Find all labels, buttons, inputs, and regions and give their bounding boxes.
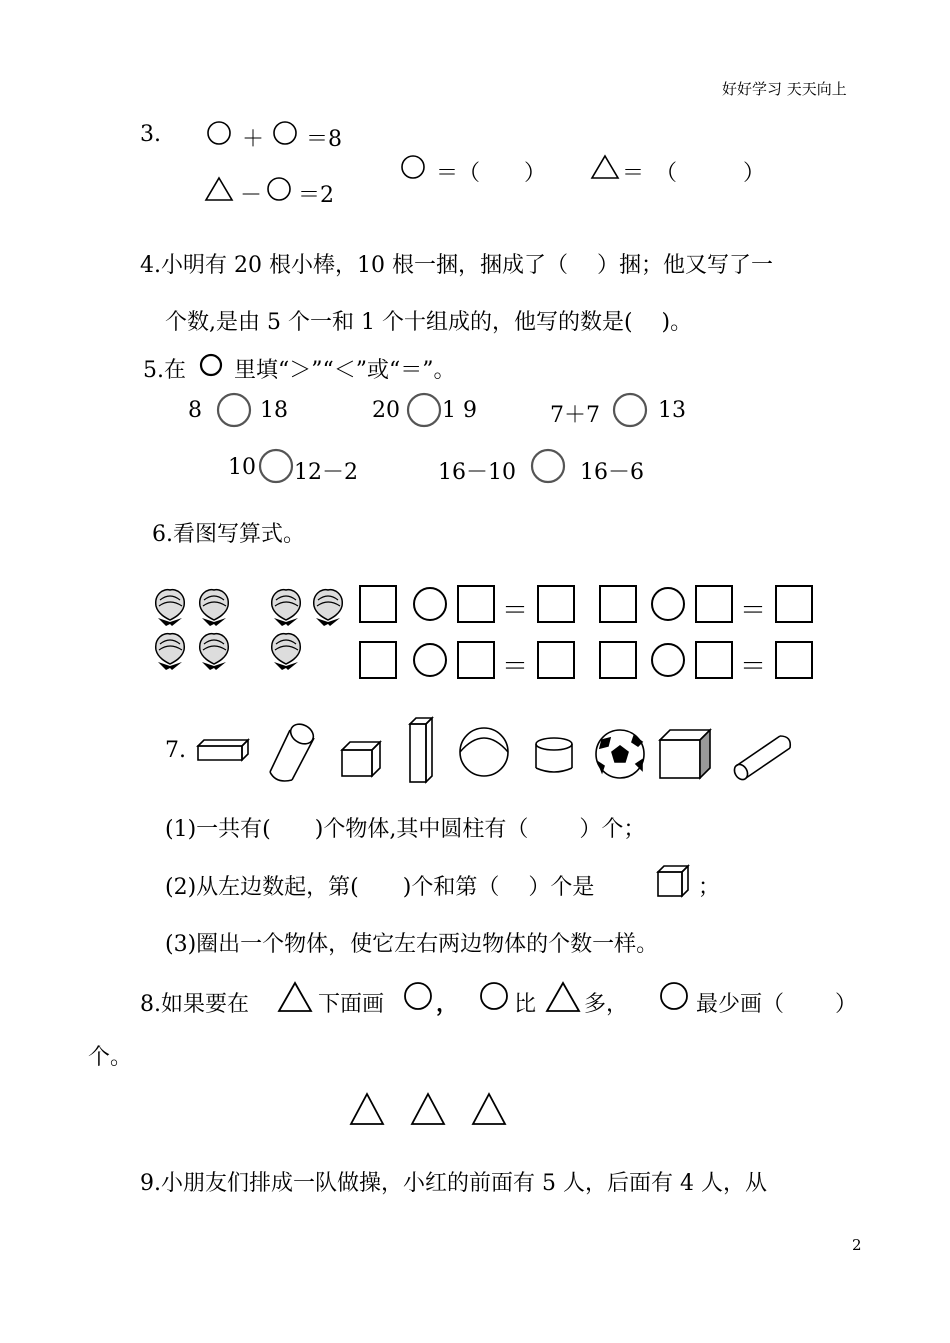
circle-icon bbox=[658, 980, 690, 1012]
q6-equals: ＝ bbox=[740, 652, 767, 682]
compare-circle[interactable] bbox=[216, 392, 252, 428]
sphere-icon bbox=[460, 728, 508, 776]
q5-item-2-left: 20 bbox=[372, 398, 400, 423]
q7-sub-2-end: ； bbox=[698, 875, 721, 900]
triangle-icon bbox=[590, 154, 620, 180]
q7-sub-3: (3)圈出一个物体，使它左右两边物体的个数一样。 bbox=[165, 932, 659, 957]
cube-icon bbox=[660, 730, 710, 778]
cylinder-icon bbox=[732, 736, 790, 782]
circle-icon bbox=[272, 120, 298, 146]
q6-title: 6.看图写算式。 bbox=[152, 522, 305, 547]
q8-comma: ， bbox=[436, 991, 459, 1017]
q5-item-5-right: 16－6 bbox=[580, 460, 644, 485]
compare-circle[interactable] bbox=[612, 392, 648, 428]
q5-item-1-left: 8 bbox=[188, 398, 202, 423]
circle-icon bbox=[402, 980, 434, 1012]
q5-item-3-left: 7＋7 bbox=[550, 403, 600, 428]
circle-icon bbox=[206, 120, 232, 146]
compare-circle[interactable] bbox=[406, 392, 442, 428]
cylinder-icon bbox=[270, 720, 317, 781]
q6-equals: ＝ bbox=[502, 596, 529, 626]
q5-item-3-right: 13 bbox=[658, 398, 686, 423]
q5-item-2-right: 1 9 bbox=[442, 398, 477, 423]
compare-circle[interactable] bbox=[258, 448, 294, 484]
q6-equals: ＝ bbox=[502, 652, 529, 682]
q6-equals: ＝ bbox=[740, 596, 767, 626]
q7-sub-2: (2)从左边数起，第( )个和第（ ）个是 bbox=[165, 875, 595, 900]
soccer-ball-icon bbox=[596, 730, 644, 778]
q3-minus: － bbox=[240, 183, 263, 208]
cube-icon bbox=[342, 742, 380, 776]
q8-at-least: 最少画（ ） bbox=[696, 992, 857, 1017]
q8-line-2: 个。 bbox=[88, 1045, 133, 1070]
q8-prefix: 8.如果要在 bbox=[140, 992, 249, 1017]
q3-equation-2: ＝2 bbox=[298, 183, 334, 208]
three-triangles bbox=[348, 1090, 510, 1130]
triangle-icon bbox=[276, 980, 314, 1014]
q4-line-2: 个数,是由 5 个一和 1 个十组成的，他写的数是( )。 bbox=[165, 310, 693, 335]
q7-number: 7. bbox=[165, 738, 186, 763]
q5-item-4-right: 12－2 bbox=[294, 460, 358, 485]
circle-icon bbox=[198, 352, 224, 378]
circle-icon bbox=[266, 176, 292, 202]
q3-equation-1: ＝8 bbox=[306, 127, 342, 152]
tall-prism-icon bbox=[410, 718, 432, 782]
cuboid-icon bbox=[198, 740, 248, 760]
cube-icon bbox=[656, 864, 692, 900]
q3-number: 3. bbox=[140, 122, 161, 147]
q3-plus: ＋ bbox=[242, 127, 265, 152]
q4-line-1: 4.小明有 20 根小棒，10 根一捆，捆成了（ ）捆；他又写了一 bbox=[140, 253, 773, 278]
q5-prefix: 5.在 bbox=[143, 358, 186, 383]
q7-sub-1: (1)一共有( )个物体,其中圆柱有（ ）个； bbox=[165, 817, 646, 842]
q8-more: 多， bbox=[584, 992, 629, 1017]
q5-item-4-left: 10 bbox=[228, 455, 256, 480]
q5-instruction: 里填“＞”“＜”或“＝”。 bbox=[234, 358, 456, 383]
compare-circle[interactable] bbox=[530, 448, 566, 484]
q5-item-1-right: 18 bbox=[260, 398, 288, 423]
q9-line-1: 9.小朋友们排成一队做操，小红的前面有 5 人，后面有 4 人，从 bbox=[140, 1171, 767, 1196]
cylinder-icon bbox=[536, 738, 572, 772]
q8-than: 比 bbox=[514, 992, 537, 1017]
q8-draw-under: 下面画 bbox=[318, 992, 385, 1017]
triangle-icon bbox=[204, 176, 234, 202]
page-number: 2 bbox=[852, 1236, 862, 1254]
circle-icon bbox=[478, 980, 510, 1012]
peach-picture bbox=[150, 582, 350, 674]
q3-triangle-answer: ＝ （ ） bbox=[622, 161, 766, 186]
triangle-icon bbox=[544, 980, 582, 1014]
circle-icon bbox=[400, 154, 426, 180]
q3-circle-answer: ＝（ ） bbox=[436, 161, 547, 186]
q5-item-5-left: 16－10 bbox=[438, 460, 516, 485]
solid-shapes-row bbox=[196, 714, 800, 784]
header-motto: 好好学习 天天向上 bbox=[722, 80, 847, 98]
